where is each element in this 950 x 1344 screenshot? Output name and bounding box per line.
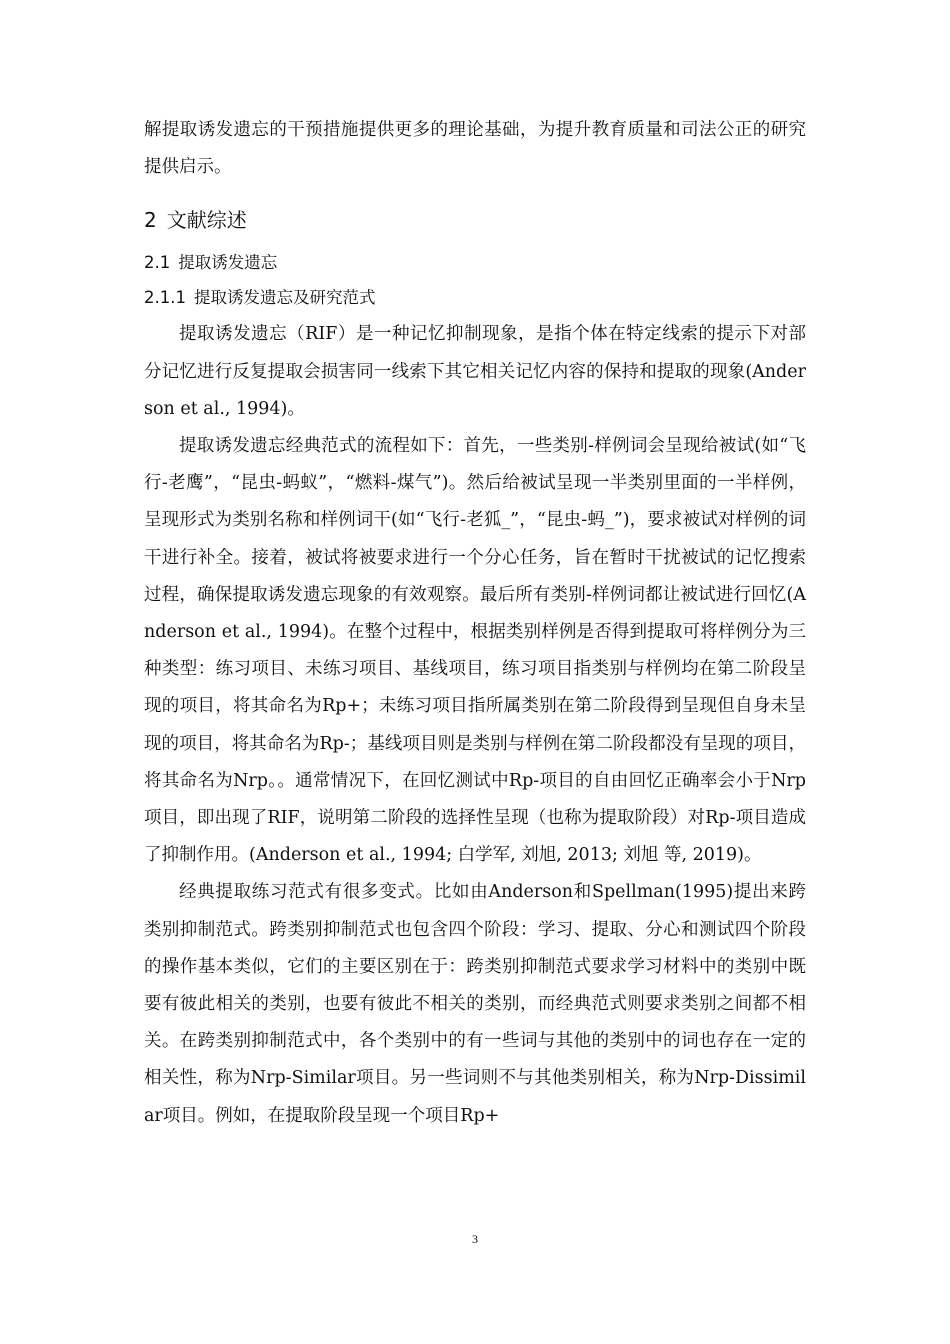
section-title: 提取诱发遗忘及研究范式 <box>193 288 376 308</box>
section-title: 提取诱发遗忘 <box>178 253 278 273</box>
paragraph-classic-paradigm: 提取诱发遗忘经典范式的流程如下：首先，一些类别-样例词会呈现给被试(如“飞行-老鹰”，“昆虫-蚂蚁”，“燃料-煤气”)。然后给被试呈现一半类别里面的一半样例，呈现形式为类别名称和样例词干(如“飞行-老狐_”，“昆虫-蚂_”)，要求被试对样例的词干进行补全。接着，被试将被要求进行一个分心任务，旨在暂时干扰被试的记忆搜索过程，确保提取诱发遗忘现象的有效观察。最后所有类别-样例词都让被试进行回忆(Anderson et al., 1994)。在整个过程中，根据类别样例是否得到提取可将样例分为三种类型：练习项目、未练习项目、基线项目，练习项目指类别与样例均在第二阶段呈现的项目，将其命名为Rp+；未练习项目指所属类别在第二阶段得到呈现但自身未呈现的项目，将其命名为Rp-；基线项目则是类别与样例在第二阶段都没有呈现的项目，将其命名为Nrp。。通常情况下，在回忆测试中Rp-项目的自由回忆正确率会小于Nrp项目，即出现了RIF，说明第二阶段的选择性呈现（也称为提取阶段）对Rp-项目造成了抑制作用。(Anderson et al., 1994; 白学军, 刘旭, 2013; 刘旭 等, 2019)。 <box>144 436 806 866</box>
intro-paragraph-tail: 解提取诱发遗忘的干预措施提供更多的理论基础，为提升教育质量和司法公正的研究提供启示。 <box>144 120 806 178</box>
section-heading-2-1-1 <box>144 280 806 316</box>
section-number: 2.1.1 <box>144 288 186 308</box>
paragraph-paradigm-variants: 经典提取练习范式有很多变式。比如由Anderson和Spellman(1995)提出来跨类别抑制范式。跨类别抑制范式也包含四个阶段：学习、提取、分心和测试四个阶段的操作基本类似，它们的主要区别在于：跨类别抑制范式要求学习材料中的类别中既要有彼此相关的类别，也要有彼此不相关的类别，而经典范式则要求类别之间都不相关。在跨类别抑制范式中，各个类别中的有一些词与其他的类别中的词也存在一定的相关性，称为Nrp-Similar项目。另一些词则不与其他类别相关，称为Nrp-Dissimilar项目。例如，在提取阶段呈现一个项目Rp+ <box>144 882 806 1126</box>
section-number: 2 <box>144 208 157 233</box>
page-content <box>144 112 806 1135</box>
paragraph-rif-definition: 提取诱发遗忘（RIF）是一种记忆抑制现象，是指个体在特定线索的提示下对部分记忆进行反复提取会损害同一线索下其它相关记忆内容的保持和提取的现象(Anderson et al., 1994)。 <box>144 324 806 419</box>
section-heading-2 <box>144 200 806 240</box>
section-number: 2.1 <box>144 253 171 273</box>
section-heading-2-1 <box>144 246 806 280</box>
page-number: 3 <box>472 1232 478 1246</box>
section-title: 文献综述 <box>166 208 247 233</box>
